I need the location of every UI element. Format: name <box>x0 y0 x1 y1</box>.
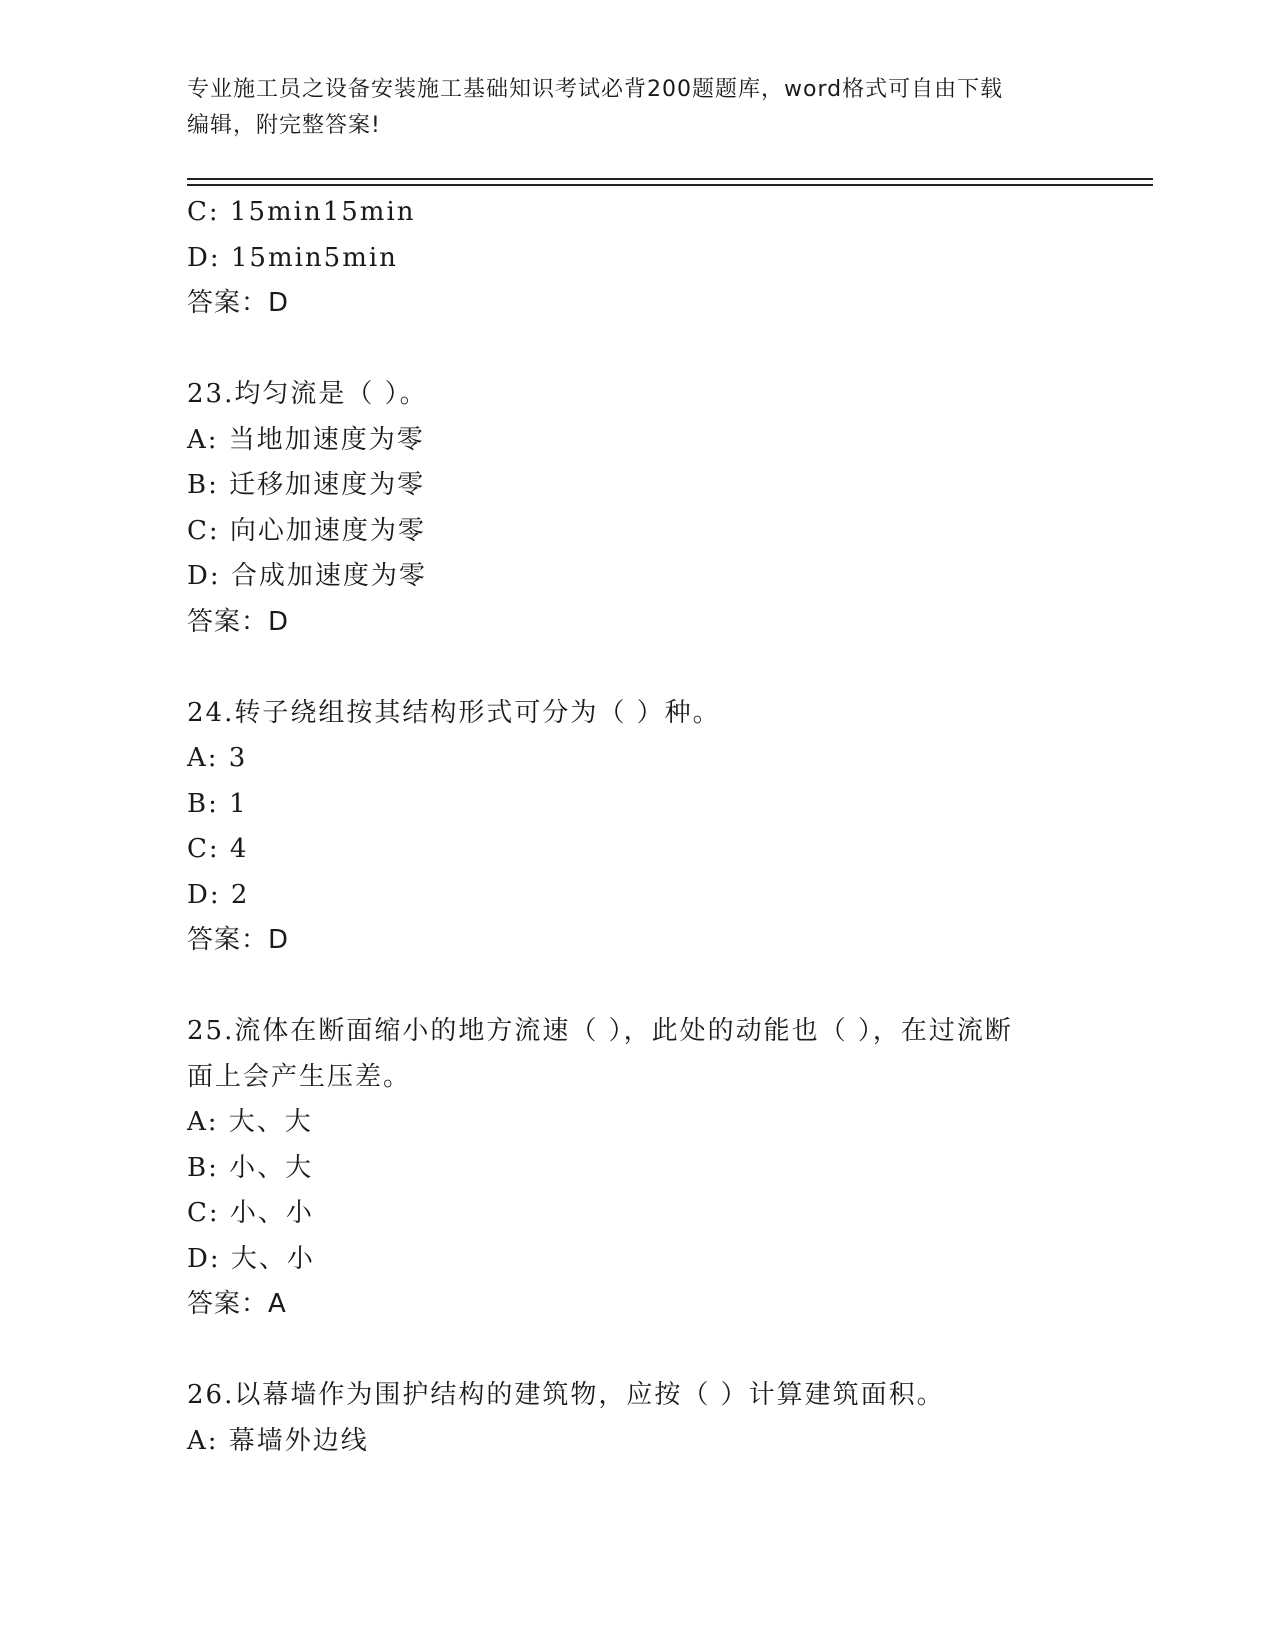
spacer <box>187 645 1107 691</box>
question-stem: 26.以幕墙作为围护结构的建筑物，应按（ ）计算建筑面积。 <box>187 1380 945 1410</box>
option-d: D: 大、小 <box>187 1243 315 1274</box>
spacer <box>187 1328 1107 1374</box>
spacer <box>187 327 1107 373</box>
option-a: A: 幕墙外边线 <box>187 1425 369 1456</box>
question-23 <box>187 372 1107 645</box>
header-line-1: 专业施工员之设备安装施工基础知识考试必背200题题库，word格式可自由下载 <box>187 77 1004 102</box>
option-b: B: 1 <box>187 788 248 819</box>
answer-line: 答案：A <box>187 1289 287 1319</box>
option-d: D: 2 <box>187 879 250 910</box>
option-c: C: 4 <box>187 834 249 864</box>
header-divider-top <box>187 178 1153 180</box>
option-a: A: 3 <box>187 743 248 773</box>
option-c: C: 向心加速度为零 <box>187 515 426 546</box>
option-d: D: 15min5min <box>187 242 398 273</box>
question-stem-line-1: 25.流体在断面缩小的地方流速（ ），此处的动能也（ ），在过流断 <box>187 1016 1013 1046</box>
page-header <box>187 72 1077 144</box>
question-stem: 24.转子绕组按其结构形式可分为（ ）种。 <box>187 697 721 728</box>
answer-line: 答案：D <box>187 925 290 955</box>
spacer <box>187 964 1107 1010</box>
option-c: C: 小、小 <box>187 1198 314 1228</box>
question-stem: 23.均匀流是（ ）。 <box>187 379 428 409</box>
answer-line: 答案：D <box>187 606 290 637</box>
question-24 <box>187 691 1107 964</box>
question-stem-line-2: 面上会产生压差。 <box>187 1061 412 1092</box>
option-a: A: 当地加速度为零 <box>187 424 425 455</box>
option-b: B: 小、大 <box>187 1152 314 1183</box>
option-d: D: 合成加速度为零 <box>187 561 427 591</box>
document-body <box>187 190 1107 1464</box>
header-line-2: 编辑，附完整答案! <box>187 113 381 138</box>
question-25 <box>187 1009 1107 1328</box>
question-26 <box>187 1373 1107 1464</box>
option-b: B: 迁移加速度为零 <box>187 470 426 500</box>
question-22-continued <box>187 190 1107 327</box>
answer-line: 答案：D <box>187 288 290 318</box>
header-divider-bottom <box>187 184 1153 186</box>
option-c: C: 15min15min <box>187 197 416 227</box>
option-a: A: 大、大 <box>187 1107 313 1137</box>
